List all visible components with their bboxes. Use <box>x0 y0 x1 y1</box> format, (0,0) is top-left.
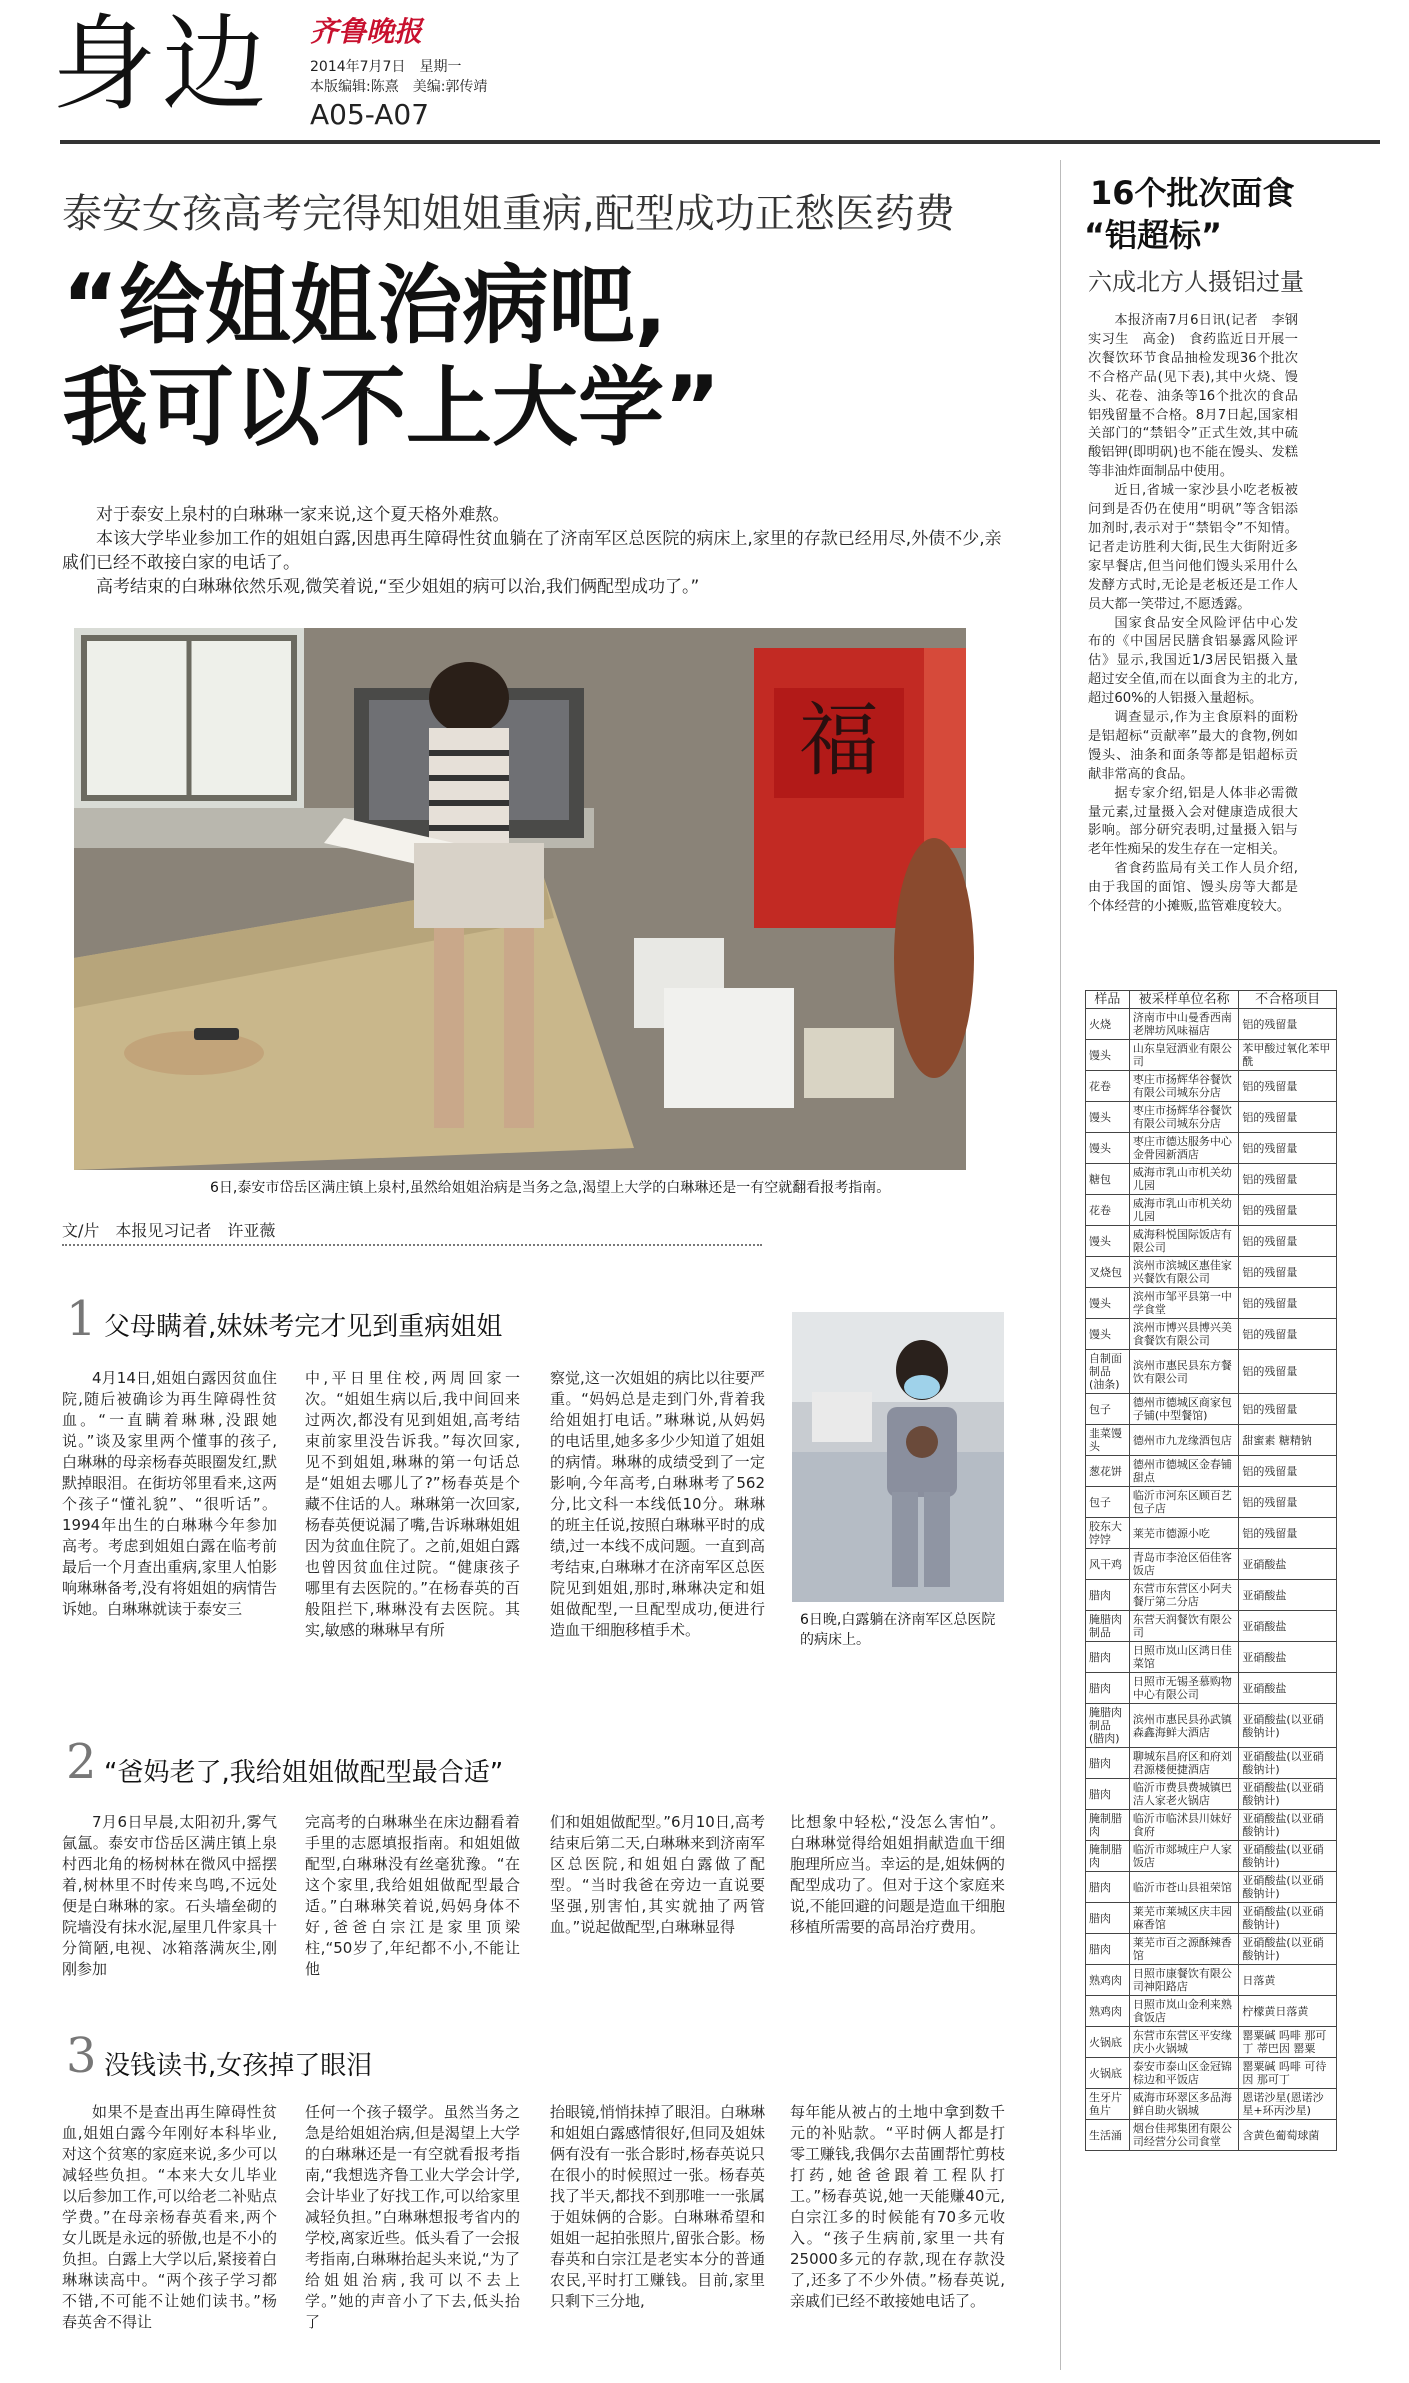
item-cell: 铝的残留量 <box>1239 1071 1337 1102</box>
unit-cell: 莱芜市德源小吃 <box>1129 1518 1239 1549</box>
table-row <box>1086 2089 1337 2120</box>
unit-cell: 临沂市临沭县川妹好食府 <box>1129 1810 1239 1841</box>
table-row <box>1086 1394 1337 1425</box>
table-row <box>1086 1611 1337 1642</box>
unit-cell: 山东皇冠酒业有限公司 <box>1129 1040 1239 1071</box>
sample-cell: 生活涌 <box>1086 2120 1130 2151</box>
unit-cell: 济南市中山曼香西南老牌坊风味福店 <box>1129 1009 1239 1040</box>
sidebar-subtitle: 六成北方人摄铝过量 <box>1088 268 1304 296</box>
section-2-column-4: 比想象中轻松,“没怎么害怕”。白琳琳觉得给姐姐捐献造血干细胞理所应当。幸运的是,姐妹俩的配型成功了。但对于这个家庭来说,不能回避的问题是造血干细胞移植所需要的高昂治疗费用。 <box>790 1813 1005 1936</box>
unit-cell: 日照市无锡圣慕购物中心有限公司 <box>1129 1673 1239 1704</box>
sample-cell: 腊肉 <box>1086 1748 1130 1779</box>
item-cell: 铝的残留量 <box>1239 1394 1337 1425</box>
table-row <box>1086 1810 1337 1841</box>
sample-cell: 腌腊肉制品 <box>1086 1611 1130 1642</box>
table-header-item: 不合格项目 <box>1239 991 1337 1009</box>
sample-cell: 熟鸡肉 <box>1086 1996 1130 2027</box>
article-deck: 泰安女孩高考完得知姐姐重病,配型成功正愁医药费 <box>62 191 955 237</box>
unit-cell: 东营天润餐饮有限公司 <box>1129 1611 1239 1642</box>
table-row <box>1086 1164 1337 1195</box>
section-1-column-1: 4月14日,姐姐白露因贫血住院,随后被确诊为再生障碍性贫血。“一直瞒着琳琳,没跟她说。”谈及家里两个懂事的孩子,白琳琳的母亲杨春英眼圈发红,默默掉眼泪。在街坊邻里看来,这两个孩子“懂礼貌”、“很听话”。1994年出生的白琳琳今年参加高考。考虑到姐姐白露在临考前最后一个月查出重病,家里人怕影响琳琳备考,没有将姐姐的病情告诉她。白琳琳就读于泰安三 <box>62 1369 277 1618</box>
sample-table-header-row <box>1086 991 1337 1009</box>
unit-cell: 日照市岚山区鸿日佳菜馆 <box>1129 1642 1239 1673</box>
sample-cell: 腊肉 <box>1086 1934 1130 1965</box>
sample-cell: 腊肉 <box>1086 1872 1130 1903</box>
sidebar-paragraph: 国家食品安全风险评估中心发布的《中国居民膳食铝暴露风险评估》显示,我国近1/3居民铝摄入量超过安全值,而在以面食为主的北方,超过60%的人铝摄入量超标。 <box>1088 615 1298 707</box>
item-cell: 亚硝酸盐 <box>1239 1611 1337 1642</box>
sample-cell: 馒头 <box>1086 1288 1130 1319</box>
sample-cell: 腌腊肉制品(腊肉) <box>1086 1704 1130 1748</box>
sidebar-paragraph: 据专家介绍,铝是人体非必需微量元素,过量摄入会对健康造成很大影响。部分研究表明,过量摄入铝与老年性痴呆的发生存在一定相关。 <box>1088 785 1298 858</box>
item-cell: 铝的残留量 <box>1239 1350 1337 1394</box>
svg-text:福: 福 <box>799 694 879 787</box>
section-2-number: 2 <box>66 1734 97 1790</box>
section-2-column-3: 们和姐姐做配型。”6月10日,高考结束后第二天,白琳琳来到济南军区总医院,和姐姐白露做了配型。“当时我爸在旁边一直说要坚强,别害怕,其实就抽了两管血。”说起做配型,白琳琳显得 <box>550 1813 765 1936</box>
item-cell: 含黄色葡萄球菌 <box>1239 2120 1337 2151</box>
item-cell: 亚硝酸盐(以亚硝酸钠计) <box>1239 1841 1337 1872</box>
section-3-column-2: 任何一个孩子辍学。虽然当务之急是给姐姐治病,但是渴望上大学的白琳琳还是一有空就看报考指南,“我想选齐鲁工业大学会计学,会计毕业了好找工作,可以给家里减轻负担。”白琳琳想报考省内的学校,离家近些。低头看了一会报考指南,白琳琳抬起头来说,“为了给姐姐治病,我可以不去上学。”她的声音小了下去,低头抬了 <box>305 2103 520 2331</box>
unit-cell: 威海市环翠区多品海鲜自助火锅城 <box>1129 2089 1239 2120</box>
section-3-column-4: 每年能从被占的土地中拿到数千元的补贴款。“平时俩人都是打零工赚钱,我偶尔去苗圃帮忙剪枝打药,她爸爸跟着工程队打工。”杨春英说,她一天能赚40元,白宗江多的时候能有70多元收入。“孩子生病前,家里一共有25000多元的存款,现在存款没了,还多了不少外债。”杨春英说,亲戚们已经不敢接她电话了。 <box>790 2103 1005 2310</box>
section-title: 身边 <box>52 3 273 125</box>
table-row <box>1086 1350 1337 1394</box>
sample-cell: 馒头 <box>1086 1040 1130 1071</box>
page-range: A05-A07 <box>310 98 430 131</box>
sample-cell: 馒头 <box>1086 1226 1130 1257</box>
table-row <box>1086 1673 1337 1704</box>
item-cell: 亚硝酸盐(以亚硝酸钠计) <box>1239 1810 1337 1841</box>
item-cell: 铝的残留量 <box>1239 1257 1337 1288</box>
sidebar-paragraph: 调查显示,作为主食原料的面粉是铝超标“贡献率”最大的食物,例如馒头、油条和面条等都是铝超标贡献非常高的食品。 <box>1088 710 1298 782</box>
sample-cell: 火烧 <box>1086 1009 1130 1040</box>
unit-cell: 德州市德城区商家包子铺(中型餐馆) <box>1129 1394 1239 1425</box>
unit-cell: 日照市岚山金利来熟食饭店 <box>1129 1996 1239 2027</box>
table-row <box>1086 1642 1337 1673</box>
unit-cell: 临沂市费县费城镇巴洁人家老火锅店 <box>1129 1779 1239 1810</box>
item-cell: 铝的残留量 <box>1239 1226 1337 1257</box>
table-row <box>1086 1226 1337 1257</box>
item-cell: 铝的残留量 <box>1239 1456 1337 1487</box>
sample-cell: 火锅底 <box>1086 2058 1130 2089</box>
table-row <box>1086 1965 1337 1996</box>
sample-cell: 腌制腊肉 <box>1086 1810 1130 1841</box>
unit-cell: 滨州市邹平县第一中学食堂 <box>1129 1288 1239 1319</box>
table-row <box>1086 2027 1337 2058</box>
table-row <box>1086 1288 1337 1319</box>
sample-cell: 馒头 <box>1086 1319 1130 1350</box>
section-2-column-1: 7月6日早晨,太阳初升,雾气氤氲。泰安市岱岳区满庄镇上泉村西北角的杨树林在微风中摇摆着,树林里不时传来鸟鸣,不远处便是白琳琳的家。石头墙垒砌的院墙没有抹水泥,屋里几件家具十分简陋,电视、冰箱落满灰尘,刚刚参加 <box>62 1813 277 1978</box>
sample-cell: 馒头 <box>1086 1133 1130 1164</box>
unit-cell: 临沂市河东区顾百艺包子店 <box>1129 1487 1239 1518</box>
item-cell: 亚硝酸盐 <box>1239 1673 1337 1704</box>
sample-table <box>1085 990 1337 2151</box>
section-3-number: 3 <box>66 2028 97 2084</box>
table-row <box>1086 1425 1337 1456</box>
sidebar-body <box>1088 312 1312 982</box>
sample-cell: 腊肉 <box>1086 1642 1130 1673</box>
section-2-column-2: 完高考的白琳琳坐在床边翻看着手里的志愿填报指南。和姐姐做配型,白琳琳没有丝毫犹豫。“在这个家里,我给姐姐做配型最合适。”白琳琳笑着说,妈妈身体不好,爸爸白宗江是家里顶梁柱,“50岁了,年纪都不小,不能让他 <box>305 1813 520 1978</box>
sample-cell: 叉烧包 <box>1086 1257 1130 1288</box>
unit-cell: 滨州市惠民县东方餐饮有限公司 <box>1129 1350 1239 1394</box>
sidebar-title-line-1: 16个批次面食 <box>1090 174 1295 212</box>
table-header-sample: 样品 <box>1086 991 1130 1009</box>
item-cell: 亚硝酸盐(以亚硝酸钠计) <box>1239 1748 1337 1779</box>
table-row <box>1086 1934 1337 1965</box>
sample-cell: 糖包 <box>1086 1164 1130 1195</box>
item-cell: 铝的残留量 <box>1239 1518 1337 1549</box>
unit-cell: 烟台佳邦集团有限公司经营分公司食堂 <box>1129 2120 1239 2151</box>
article-lead <box>62 503 1017 599</box>
item-cell: 罂粟碱 吗啡 那可丁 蒂巴因 罂粟 <box>1239 2027 1337 2058</box>
table-row <box>1086 1487 1337 1518</box>
unit-cell: 威海市乳山市机关幼儿园 <box>1129 1164 1239 1195</box>
unit-cell: 泰安市泰山区金冠锦棕边和平饭店 <box>1129 2058 1239 2089</box>
item-cell: 罂粟碱 吗啡 可待因 那可丁 <box>1239 2058 1337 2089</box>
sidebar-paragraph: 本报济南7月6日讯(记者 李钢 实习生 高金) 食药监近日开展一次餐饮环节食品抽检发现36个批次不合格产品(见下表),其中火烧、馒头、花卷、油条等16个批次的食品铝残留量不合格。8月7日起,国家相关部门的“禁铝令”正式生效,其中硫酸铝钾(即明矾)也不能在馒头、发糕等非油炸面制品中使用。 <box>1088 313 1312 480</box>
table-row <box>1086 2058 1337 2089</box>
article-byline: 文/片 本报见习记者 许亚薇 <box>62 1221 276 1240</box>
section-1-number: 1 <box>66 1291 97 1347</box>
table-row <box>1086 1102 1337 1133</box>
sidebar-title-line-2: “铝超标” <box>1084 216 1223 254</box>
sample-cell: 自制面制品(油条) <box>1086 1350 1130 1394</box>
table-row <box>1086 1841 1337 1872</box>
item-cell: 日落黄 <box>1239 1965 1337 1996</box>
table-row <box>1086 2120 1337 2151</box>
table-row <box>1086 1257 1337 1288</box>
issue-date: 2014年7月7日 星期一 <box>310 59 462 75</box>
table-row <box>1086 1903 1337 1934</box>
header-rule <box>60 140 1380 144</box>
sample-cell: 花卷 <box>1086 1071 1130 1102</box>
unit-cell: 枣庄市扬辉华谷餐饮有限公司城东分店 <box>1129 1071 1239 1102</box>
photo-caption-2: 6日晚,白露躺在济南军区总医院的病床上。 <box>800 1612 996 1648</box>
sample-table-wrap <box>1085 990 1337 2151</box>
sample-cell: 包子 <box>1086 1394 1130 1425</box>
photo-sister-illustration <box>792 1312 1004 1602</box>
unit-cell: 莱芜市百之源酥辣香馆 <box>1129 1934 1239 1965</box>
photo-caption-1: 6日,泰安市岱岳区满庄镇上泉村,虽然给姐姐治病是当务之急,渴望上大学的白琳琳还是一有空就翻看报考指南。 <box>210 1180 891 1196</box>
sample-cell: 熟鸡肉 <box>1086 1965 1130 1996</box>
table-row <box>1086 1195 1337 1226</box>
item-cell: 铝的残留量 <box>1239 1195 1337 1226</box>
unit-cell: 东营市东营区平安缘庆小火锅城 <box>1129 2027 1239 2058</box>
section-1-title: 父母瞒着,妹妹考完才见到重病姐姐 <box>104 1312 503 1342</box>
sidebar-paragraph: 近日,省城一家沙县小吃老板被问到是否仍在使用“明矾”等含铝添加剂时,表示对于“禁铝令”不知情。记者走访胜利大街,民生大街附近多家早餐店,但当问他们馒头采用什么发酵方式时,无论是老板还是工作人员大都一笑带过,不愿透露。 <box>1088 483 1298 612</box>
byline-divider <box>62 1244 762 1246</box>
sample-cell: 胶东大饽饽 <box>1086 1518 1130 1549</box>
table-row <box>1086 1071 1337 1102</box>
table-row <box>1086 1580 1337 1611</box>
table-header-unit: 被采样单位名称 <box>1129 991 1239 1009</box>
sample-cell: 腌制腊肉 <box>1086 1841 1130 1872</box>
unit-cell: 东营市东营区小阿夫餐厅第二分店 <box>1129 1580 1239 1611</box>
unit-cell: 威海市乳山市机关幼儿园 <box>1129 1195 1239 1226</box>
unit-cell: 临沂市苍山县祖荣馆 <box>1129 1872 1239 1903</box>
table-row <box>1086 1456 1337 1487</box>
table-row <box>1086 1133 1337 1164</box>
photo-girl-reading-illustration <box>74 628 966 1170</box>
editors-credit: 本版编辑:陈熹 美编:郭传靖 <box>310 79 488 95</box>
item-cell: 亚硝酸盐(以亚硝酸钠计) <box>1239 1934 1337 1965</box>
unit-cell: 莱芜市莱城区庆丰园麻香馆 <box>1129 1903 1239 1934</box>
item-cell: 亚硝酸盐(以亚硝酸钠计) <box>1239 1872 1337 1903</box>
section-1-column-2: 中,平日里住校,两周回家一次。“姐姐生病以后,我中间回来过两次,都没有见到姐姐,高考结束前家里没告诉我。”每次回家,见不到姐姐,琳琳的第一句话总是“姐姐去哪儿了?”杨春英是个藏不住话的人。琳琳第一次回家,杨春英便说漏了嘴,告诉琳琳姐姐因为贫血住院了。之前,姐姐白露也曾因贫血住过院。“健康孩子哪里有去医院的。”在杨春英的百般阻拦下,琳琳没有去医院。其实,敏感的琳琳早有所 <box>305 1369 520 1639</box>
unit-cell: 聊城东昌府区和府刘君源楼便捷酒店 <box>1129 1748 1239 1779</box>
lead-paragraph: 对于泰安上泉村的白琳琳一家来说,这个夏天格外难熬。 <box>96 505 510 525</box>
sample-cell: 腊肉 <box>1086 1580 1130 1611</box>
unit-cell: 滨州市滨城区惠佳家兴餐饮有限公司 <box>1129 1257 1239 1288</box>
unit-cell: 枣庄市扬辉华谷餐饮有限公司城东分店 <box>1129 1102 1239 1133</box>
sample-cell: 馒头 <box>1086 1102 1130 1133</box>
item-cell: 铝的残留量 <box>1239 1009 1337 1040</box>
item-cell: 铝的残留量 <box>1239 1319 1337 1350</box>
sample-cell: 火锅底 <box>1086 2027 1130 2058</box>
table-row <box>1086 1704 1337 1748</box>
sidebar-divider <box>1060 160 1061 2370</box>
item-cell: 亚硝酸盐(以亚硝酸钠计) <box>1239 1704 1337 1748</box>
unit-cell: 青岛市李沧区佰佳客饭店 <box>1129 1549 1239 1580</box>
item-cell: 铝的残留量 <box>1239 1288 1337 1319</box>
item-cell: 铝的残留量 <box>1239 1133 1337 1164</box>
sample-cell: 腊肉 <box>1086 1779 1130 1810</box>
sample-cell: 韭菜馒头 <box>1086 1425 1130 1456</box>
unit-cell: 枣庄市德达服务中心金骨园新酒店 <box>1129 1133 1239 1164</box>
lead-paragraph: 高考结束的白琳琳依然乐观,微笑着说,“至少姐姐的病可以治,我们俩配型成功了。” <box>96 577 700 597</box>
newspaper-logo: 齐鲁晚报 <box>310 15 423 48</box>
item-cell: 恩诺沙星(恩诺沙星+环丙沙星) <box>1239 2089 1337 2120</box>
section-2-title: “爸妈老了,我给姐姐做配型最合适” <box>104 1758 504 1788</box>
unit-cell: 日照市康餐饮有限公司神阳路店 <box>1129 1965 1239 1996</box>
item-cell: 铝的残留量 <box>1239 1164 1337 1195</box>
photo-sister-in-hospital <box>792 1312 1004 1602</box>
table-row <box>1086 1996 1337 2027</box>
headline-line-2: 我可以不上大学” <box>62 358 721 458</box>
sample-cell: 包子 <box>1086 1487 1130 1518</box>
table-row <box>1086 1549 1337 1580</box>
sample-cell: 风干鸡 <box>1086 1549 1130 1580</box>
unit-cell: 德州市九龙缘酒包店 <box>1129 1425 1239 1456</box>
lead-paragraph: 本该大学毕业参加工作的姐姐白露,因患再生障碍性贫血躺在了济南军区总医院的病床上,家里的存款已经用尽,外债不少,亲戚们已经不敢接白家的电话了。 <box>62 529 1002 573</box>
unit-cell: 滨州市惠民县孙武镇森鑫海鲜大酒店 <box>1129 1704 1239 1748</box>
sample-table-body <box>1086 1009 1337 2151</box>
section-3-title: 没钱读书,女孩掉了眼泪 <box>104 2051 373 2081</box>
unit-cell: 临沂市郯城庄户人家饭店 <box>1129 1841 1239 1872</box>
table-row <box>1086 1040 1337 1071</box>
item-cell: 甜蜜素 糖精钠 <box>1239 1425 1337 1456</box>
sample-cell: 腊肉 <box>1086 1903 1130 1934</box>
sample-cell: 腊肉 <box>1086 1673 1130 1704</box>
section-3-column-3: 抬眼镜,悄悄抹掉了眼泪。白琳琳和姐姐白露感情很好,但同及姐妹俩有没有一张合影时,杨春英说只在很小的时候照过一张。杨春英找了半天,都找不到那唯一一张属于姐妹俩的合影。白琳琳希望和姐姐一起拍张照片,留张合影。杨春英和白宗江是老实本分的普通农民,平时打工赚钱。目前,家里只剩下三分地, <box>550 2103 765 2310</box>
table-row <box>1086 1518 1337 1549</box>
table-row <box>1086 1779 1337 1810</box>
unit-cell: 威海科悦国际饭店有限公司 <box>1129 1226 1239 1257</box>
item-cell: 铝的残留量 <box>1239 1102 1337 1133</box>
photo-girl-reading <box>74 628 966 1170</box>
unit-cell: 滨州市博兴县博兴美食餐饮有限公司 <box>1129 1319 1239 1350</box>
table-row <box>1086 1872 1337 1903</box>
sample-cell: 生牙片 鱼片 <box>1086 2089 1130 2120</box>
table-row <box>1086 1748 1337 1779</box>
item-cell: 柠檬黄日落黄 <box>1239 1996 1337 2027</box>
item-cell: 亚硝酸盐(以亚硝酸钠计) <box>1239 1903 1337 1934</box>
sidebar-paragraph: 省食药监局有关工作人员介绍,由于我国的面馆、馒头房等大都是个体经营的小摊贩,监管难度较大。 <box>1088 861 1298 915</box>
sample-cell: 葱花饼 <box>1086 1456 1130 1487</box>
item-cell: 苯甲酸过氧化苯甲酰 <box>1239 1040 1337 1071</box>
item-cell: 铝的残留量 <box>1239 1487 1337 1518</box>
section-1-column-3: 察觉,这一次姐姐的病比以往要严重。“妈妈总是走到门外,背着我给姐姐打电话。”琳琳说,从妈妈的电话里,她多多少少知道了姐姐的病情。琳琳的成绩受到了一定影响,今年高考,白琳琳考了562分,比文科一本线低10分。琳琳的班主任说,按照白琳琳平时的成绩,过一本线不成问题。一直到高考结束,白琳琳才在济南军区总医院见到姐姐,那时,琳琳决定和姐姐做配型,一旦配型成功,便进行造血干细胞移植手术。 <box>550 1369 765 1639</box>
item-cell: 亚硝酸盐(以亚硝酸钠计) <box>1239 1779 1337 1810</box>
unit-cell: 德州市德城区金春铺甜点 <box>1129 1456 1239 1487</box>
table-row <box>1086 1319 1337 1350</box>
headline-line-1: “给姐姐治病吧, <box>62 256 668 356</box>
section-3-column-1: 如果不是查出再生障碍性贫血,姐姐白露今年刚好本科毕业,对这个贫寒的家庭来说,多少可以减轻些负担。“本来大女儿毕业以后参加工作,可以给老二补贴点学费。”在母亲杨春英看来,两个女儿既是永远的骄傲,也是不小的负担。白露上大学以后,紧接着白琳琳读高中。“两个孩子学习都不错,不可能不让她们读书。”杨春英舍不得让 <box>62 2103 277 2331</box>
item-cell: 亚硝酸盐 <box>1239 1549 1337 1580</box>
item-cell: 亚硝酸盐 <box>1239 1642 1337 1673</box>
item-cell: 亚硝酸盐 <box>1239 1580 1337 1611</box>
sample-cell: 花卷 <box>1086 1195 1130 1226</box>
table-row <box>1086 1009 1337 1040</box>
